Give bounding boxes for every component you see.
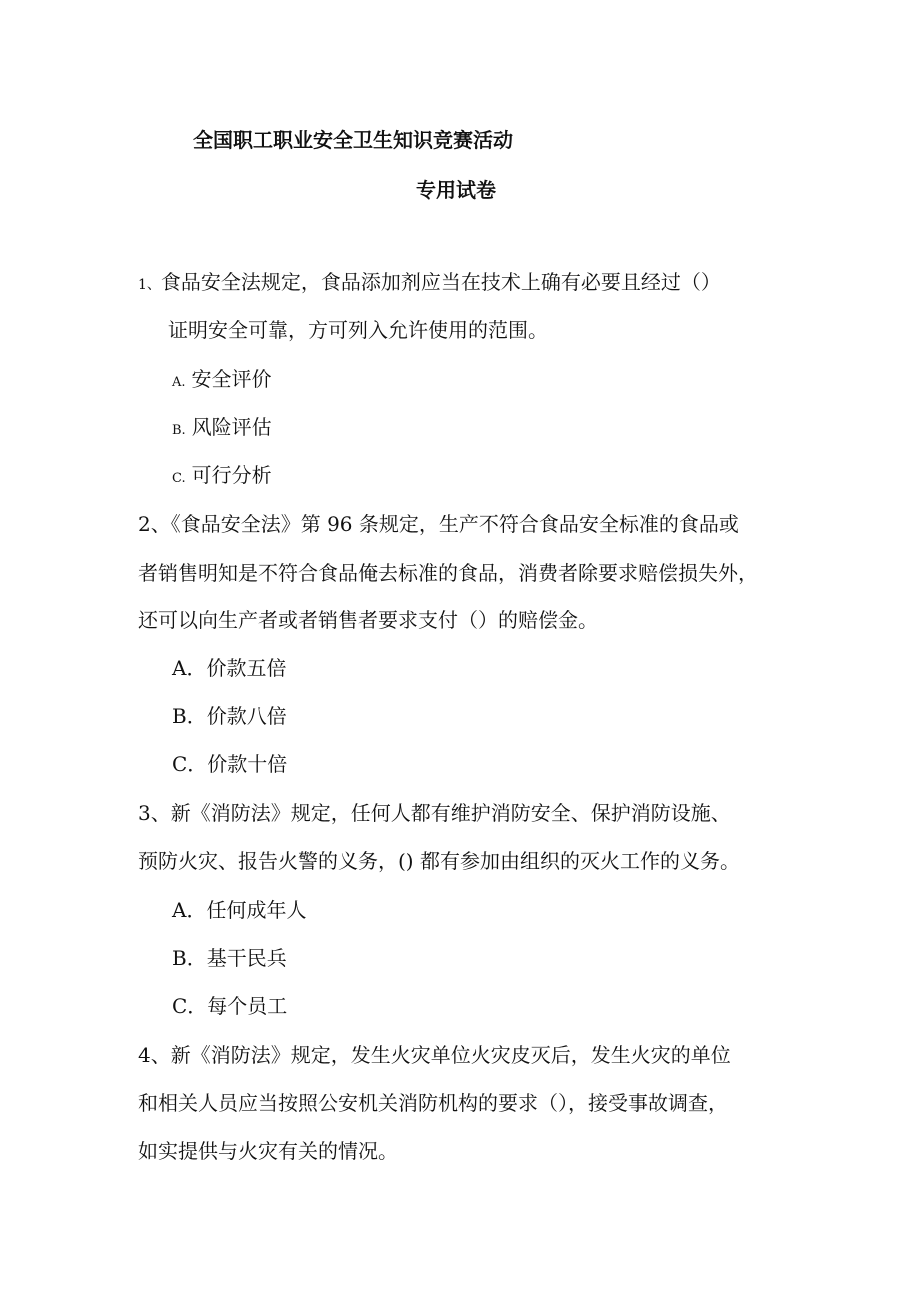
question-2-line-2: 者销售明知是不符合食品俺去标准的食品，消费者除要求赔偿损失外， xyxy=(138,561,758,585)
question-1-number: 1、 xyxy=(138,277,161,293)
question-3-line-1: 3、新《消防法》规定，任何人都有维护消防安全、保护消防设施、 xyxy=(138,801,731,825)
option-letter: B. xyxy=(172,423,186,438)
question-3-line-2: 预防火灾、报告火警的义务，() 都有参加由组织的灭火工作的义务。 xyxy=(138,849,740,873)
question-2-line-3: 还可以向生产者或者销售者要求支付（）的赔偿金。 xyxy=(138,608,598,632)
question-1-option-a xyxy=(172,367,272,395)
question-1-text-1: 食品安全法规定，食品添加剂应当在技术上确有必要且经过（） xyxy=(160,270,721,294)
question-2-line-1: 2、《食品安全法》第 96 条规定，生产不符合食品安全标准的食品或 xyxy=(138,512,739,536)
option-text: 安全评价 xyxy=(191,367,272,391)
question-4-line-2: 和相关人员应当按照公安机关消防机构的要求（），接受事故调查， xyxy=(138,1091,728,1115)
document-title: 全国职工职业安全卫生知识竞赛活动 xyxy=(193,128,513,152)
question-1-line-1 xyxy=(138,270,721,297)
option-text: 可行分析 xyxy=(191,463,272,487)
question-4-line-3: 如实提供与火灾有关的情况。 xyxy=(138,1139,398,1163)
question-1-option-b xyxy=(172,415,272,443)
question-1-option-c xyxy=(172,463,272,491)
option-text: 风险评估 xyxy=(191,415,272,439)
question-2-option-b: B．价款八倍 xyxy=(172,704,287,728)
option-letter: C. xyxy=(172,471,186,486)
option-letter: A. xyxy=(172,375,186,390)
question-3-option-b: B．基干民兵 xyxy=(172,946,287,970)
question-1-line-2: 证明安全可靠，方可列入允许使用的范围。 xyxy=(168,318,548,342)
document-subtitle: 专用试卷 xyxy=(416,178,496,202)
question-3-option-a: A．任何成年人 xyxy=(172,898,307,922)
question-2-option-a: A．价款五倍 xyxy=(172,656,287,680)
question-2-option-c: C．价款十倍 xyxy=(172,752,288,776)
question-4-line-1: 4、新《消防法》规定，发生火灾单位火灾皮灭后，发生火灾的单位 xyxy=(138,1043,731,1067)
question-3-option-c: C．每个员工 xyxy=(172,994,288,1018)
